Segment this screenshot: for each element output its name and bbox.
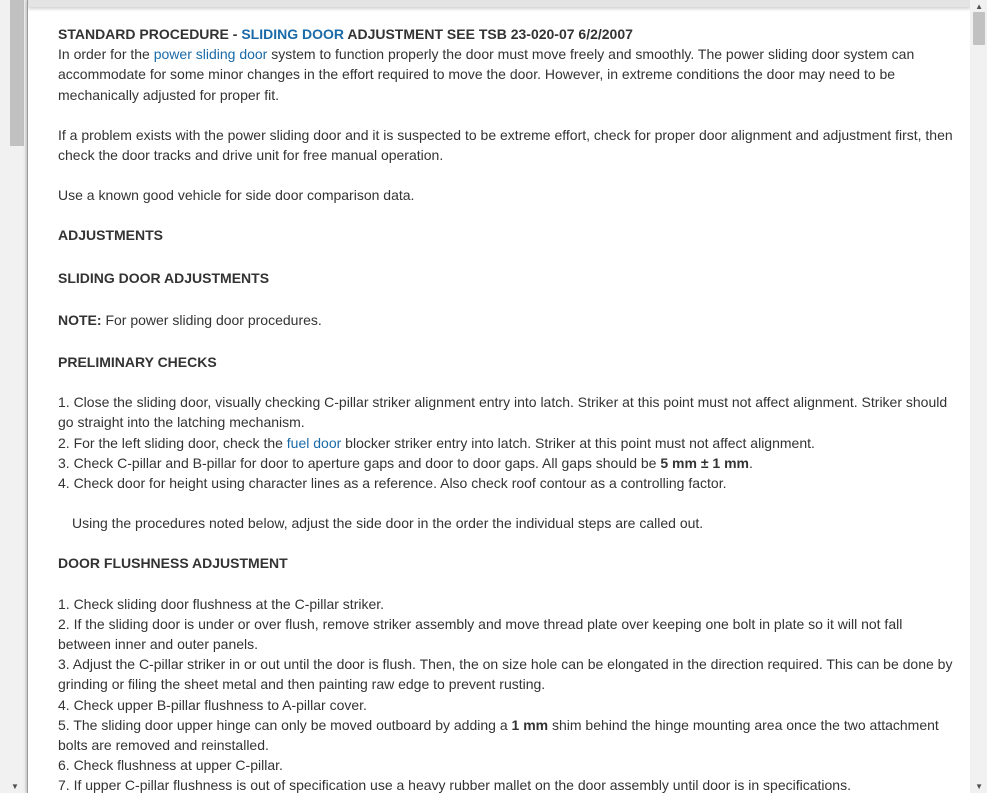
flush-item-7: 7. If upper C-pillar flushness is out of specification use a heavy rubber mallet on the door assembly until door is in specifications. [58, 777, 851, 793]
note-label: NOTE: [58, 311, 102, 328]
flush-item-1: 1. Check sliding door flushness at the C-pillar striker. [58, 595, 385, 612]
flush-item-3: 3. Adjust the C-pillar striker in or out until the door is flush. Then, the on size hole can be elongated in the direction required. This can be done by grinding or filing the sheet metal and then painting raw edge to prevent rusting. [58, 656, 953, 693]
background-scrollbar[interactable] [0, 0, 25, 793]
content-scrollbar-thumb[interactable] [973, 12, 985, 45]
heading-adjustments: ADJUSTMENTS [58, 227, 164, 244]
flush-item-6: 6. Check flushness at upper C-pillar. [58, 757, 283, 774]
heading-preliminary-checks: PRELIMINARY CHECKS [58, 354, 217, 371]
heading-door-flushness-adjustment: DOOR FLUSHNESS ADJUSTMENT [58, 555, 288, 572]
flush-item-4: 4. Check upper B-pillar flushness to A-pillar cover. [58, 696, 367, 713]
document-title: STANDARD PROCEDURE - SLIDING DOOR ADJUSTMENT SEE TSB 23-020-07 6/2/2007 [58, 26, 633, 42]
heading-sliding-door-adjustments: SLIDING DOOR ADJUSTMENTS [58, 269, 270, 286]
prelim-item-4: 4. Check door for height using character lines as a reference. Also check roof contour as a controlling factor. [58, 475, 727, 492]
fuel-door-link[interactable]: fuel door [286, 434, 342, 451]
flush-item-2: 2. If the sliding door is under or over flush, remove striker assembly and move thread plate over keeping one bolt in plate so it will not fall between inner and outer panels. [58, 615, 903, 653]
background-scrollbar-thumb[interactable] [10, 0, 24, 146]
procedure-note: Using the procedures noted below, adjust the side door in the order the individual steps are called out. [72, 515, 704, 532]
power-sliding-door-link[interactable]: power sliding door [153, 46, 268, 63]
triangle-down-icon[interactable]: ▼ [975, 782, 983, 791]
prelim-item-1: 1. Close the sliding door, visually checking C-pillar striker alignment entry into latch. Striker at this point must not affect alignment. Striker should go straight into the latching mechanism. [58, 394, 948, 431]
panel-header-bar [28, 0, 971, 7]
prelim-item-3: 3. Check C-pillar and B-pillar for door to aperture gaps and door to door gaps. All gaps should be 5 mm ± 1 mm. [58, 454, 753, 471]
document-panel [27, 0, 971, 793]
scroll-down-arrow-icon[interactable]: ▼ [11, 782, 19, 791]
sliding-door-link[interactable]: SLIDING DOOR [241, 26, 344, 42]
triangle-up-icon[interactable]: ▲ [975, 2, 983, 11]
prelim-item-2: 2. For the left sliding door, check the fuel door blocker striker entry into latch. Striker at this point must not affect alignment. [58, 434, 815, 451]
content-scrollbar[interactable] [970, 0, 987, 793]
paragraph-2: If a problem exists with the power sliding door and it is suspected to be extreme effort, check for proper door alignment and adjustment first, then check the door tracks and drive unit for free manual operation. [58, 126, 953, 164]
paragraph-3: Use a known good vehicle for side door comparison data. [58, 187, 415, 204]
document-content [58, 24, 958, 793]
intro-paragraph: In order for the power sliding door system to function properly the door must move freely and smoothly. The power sliding door system can accommodate for some minor changes in the effort required to move the door. However, in extreme conditions the door may need to be mechanically adjusted for proper fit. [58, 46, 915, 103]
flush-item-5: 5. The sliding door upper hinge can only be moved outboard by adding a 1 mm shim behind the hinge mounting area once the two attachment bolts are removed and reinstalled. [58, 716, 939, 754]
note: NOTE: For power sliding door procedures. [58, 311, 322, 328]
